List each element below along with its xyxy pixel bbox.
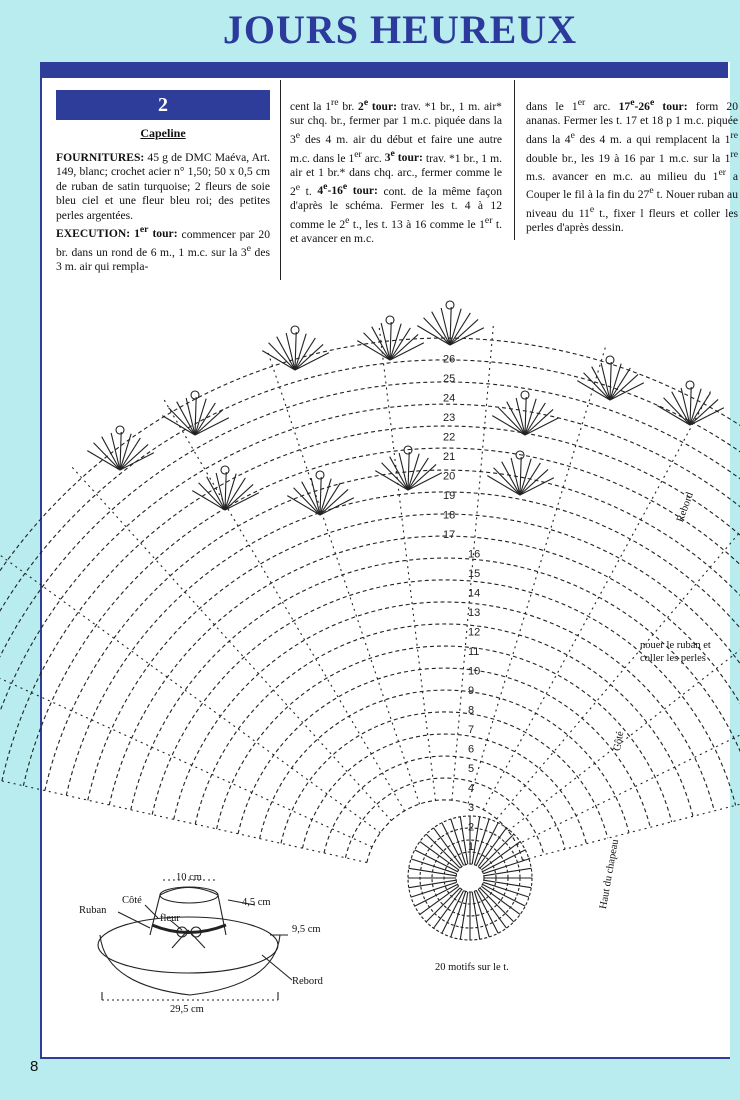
text-column-3: dans le 1er arc. 17e-26e tour: form 20 ananas. Fermer les t. 17 et 18 p 1 m.c. piquée dans la 4e des 4 m. a qui remplacent la 1re double br., les 19 à 16 par 1 m.c. sur la 1re m.s. avancer en m.c. au milieu du 1er a Couper le fil à la fin du 27e t. Nouer ruban au niveau du 11e t., fixer l fleurs et coller les perles d'après dessin. xyxy=(526,97,738,235)
label-rebord-sketch: Rebord xyxy=(292,976,323,987)
row-number: 21 xyxy=(443,451,456,463)
dim-side: 4,5 cm xyxy=(242,897,271,908)
page-title: JOURS HEUREUX xyxy=(222,7,578,52)
row-number: 16 xyxy=(468,548,481,561)
row-number: 17 xyxy=(443,529,456,541)
label-rebord: Rebord xyxy=(675,490,696,524)
row-number: 23 xyxy=(443,412,456,424)
row-number: 8 xyxy=(468,704,475,717)
row-number: 26 xyxy=(443,353,456,366)
row-number: 3 xyxy=(468,802,475,814)
label-cote: Côté xyxy=(612,730,627,752)
row-number: 6 xyxy=(468,743,475,756)
row-number: 15 xyxy=(468,568,481,580)
row-number: 12 xyxy=(468,626,481,639)
row-number: 25 xyxy=(443,373,456,385)
dim-brim: 9,5 cm xyxy=(292,924,321,935)
label-haut: Haut du chapeau xyxy=(598,838,622,910)
dim-top: 10 cm xyxy=(176,872,202,883)
row-number: 4 xyxy=(468,782,475,795)
row-number: 11 xyxy=(468,646,480,658)
pattern-name: Capeline xyxy=(140,126,186,140)
row-number: 2 xyxy=(468,821,475,834)
row-number: 19 xyxy=(443,490,456,502)
row-number: 1 xyxy=(468,841,475,853)
row-number: 5 xyxy=(468,763,475,775)
row-number: 13 xyxy=(468,607,481,619)
label-cote-sketch: Côté xyxy=(122,895,142,906)
pattern-number: 2 xyxy=(56,90,270,120)
row-number: 14 xyxy=(468,587,481,600)
row-number: 18 xyxy=(443,509,456,522)
row-number: 7 xyxy=(468,724,475,736)
text-column-2: cent la 1re br. 2e tour: trav. *1 br., 1 m. air* sur chq. br., fermer par 1 m.c. piquée dans la 3e des 4 m. air du début et faire une autre m.c. dans le 1er arc. 3e tour: trav. *1 br., 1 m. air et 1 br.* dans chq. arc., fermer comme le 2e t. 4e-16e tour: cont. de la même façon d'après le schéma. Fermer les t. 4 à 12 comme le 2e t., les t. 13 à 16 comme le 1er t. et avancer en m.c. xyxy=(290,97,502,246)
label-coller: coller les perles xyxy=(640,653,706,664)
row-number: 22 xyxy=(443,431,456,444)
page-number: 8 xyxy=(30,1058,39,1075)
row-number: 24 xyxy=(443,392,456,405)
row-number: 10 xyxy=(468,665,481,678)
row-number: 20 xyxy=(443,470,456,483)
label-motifs: 20 motifs sur le t. xyxy=(435,962,509,973)
row-number: 9 xyxy=(468,685,475,697)
materials-text: FOURNITURES: 45 g de DMC Maéva, Art. 149, blanc; crochet acier n° 1,50; 50 x 0,5 cm de ruban de satin turquoise; 2 fleurs de soie bleu ciel et une fleur bleu roi; des petites perles argentées. EXECUTION: 1er tour: commencer par 20 br. dans un rond de 6 m., 1 m.c. sur la 3e des 3 m. air qui rempla- xyxy=(56,150,271,274)
label-fleur: fleur xyxy=(160,913,180,924)
label-nouer: nouer le ruban et xyxy=(640,640,711,651)
label-ruban: Ruban xyxy=(79,905,107,916)
dim-width: 29,5 cm xyxy=(170,1004,204,1015)
